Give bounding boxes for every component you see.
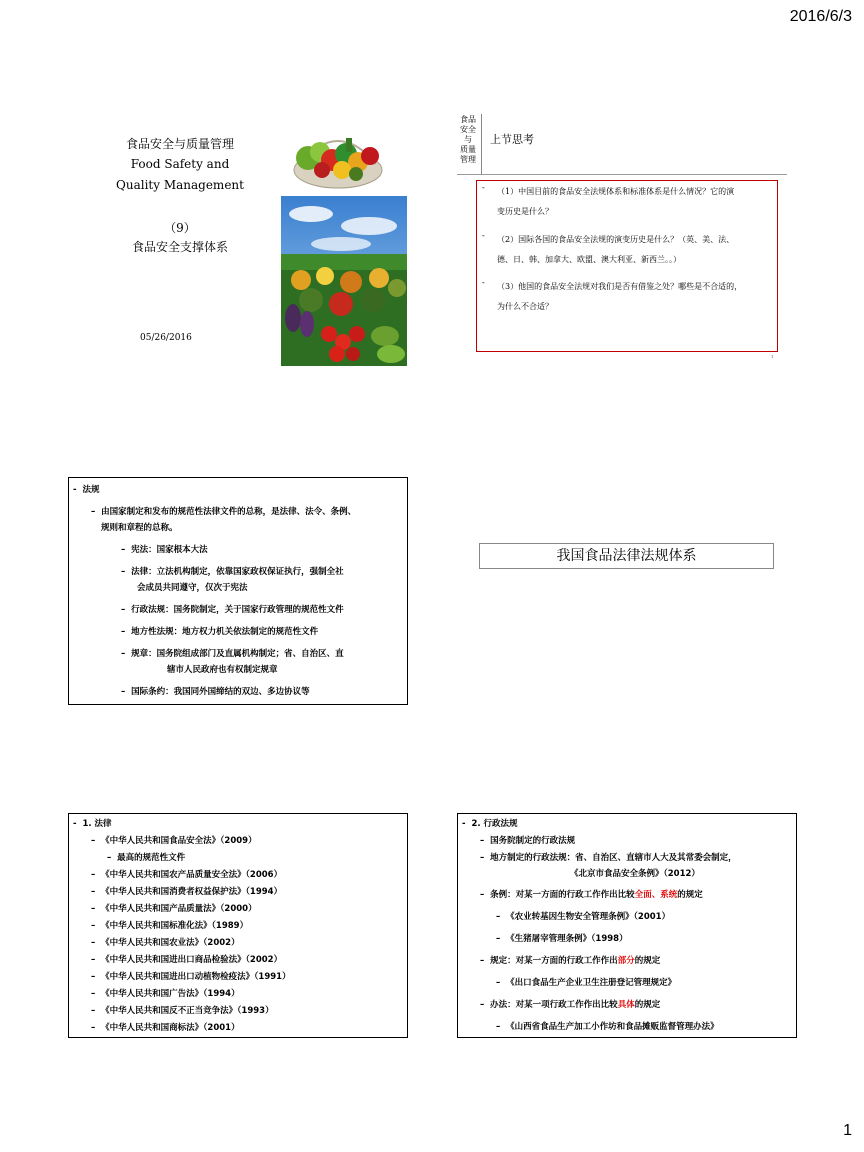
slide2-heading: 上节思考 [490, 133, 534, 146]
list-item: – 《中华人民共和国进出口动植物检疫法》（1991） [91, 972, 291, 982]
list-item: – 《中华人民共和国广告法》（1994） [91, 989, 240, 999]
list-item: – 《中华人民共和国消费者权益保护法》（1994） [91, 887, 283, 897]
list-item-continuation: 《北京市食品安全条例》（2012） [570, 869, 700, 879]
list-item: – 《农业转基因生物安全管理条例》（2001） [496, 912, 671, 922]
list-item: – 《中华人民共和国农业法》（2002） [91, 938, 240, 948]
list-item: – 条例：对某一方面的行政工作作出比较全面、系统的规定 [480, 890, 703, 900]
document-date: 2016/6/3 [789, 8, 852, 25]
divider [457, 174, 787, 175]
slide1-date: 05/26/2016 [140, 333, 192, 343]
questions-box [476, 180, 778, 352]
question-1-line2: 变历史是什么？ [497, 207, 553, 216]
list-item: – 办法：对某一项行政工作作出比较具体的规定 [480, 1000, 661, 1010]
slide1-title-cn: 食品安全与质量管理 [125, 137, 234, 151]
question-1-line1: （1）中国目前的食品安全法规体系和标准体系是什么情况？它的演 [497, 187, 735, 196]
list-item: – 《中华人民共和国商标法》（2001） [91, 1023, 240, 1033]
list-item: – 规定：对某一方面的行政工作作出部分的规定 [480, 956, 661, 966]
bullet: - [482, 183, 485, 192]
slide2-side-label: 食品 安全 与 质量 管理 [460, 115, 476, 164]
slide1-number: （9） [164, 221, 196, 235]
list-item: - 法规 [73, 485, 100, 495]
slide-5 [68, 813, 408, 1038]
list-item: – 《中华人民共和国反不正当竞争法》（1993） [91, 1006, 274, 1016]
list-item: – 《生猪屠宰管理条例》（1998） [496, 934, 628, 944]
vegetable-field-image [281, 196, 407, 366]
slide1-subtitle: 食品安全支撑体系 [131, 240, 228, 254]
list-item: – 《中华人民共和国食品安全法》（2009） [91, 836, 257, 846]
list-item: – 行政法规：国务院制定，关于国家行政管理的规范性文件 [121, 605, 344, 615]
emphasis-text: 具体 [617, 1000, 635, 1010]
emphasis-text: 全面、系统 [634, 890, 678, 900]
list-item: – 《山西省食品生产加工小作坊和食品摊贩监督管理办法》 [496, 1022, 719, 1032]
page-number: 1 [843, 1122, 852, 1139]
list-item: – 法律：立法机构制定，依靠国家政权保证执行，强制全社 [121, 567, 344, 577]
list-item: – 《中华人民共和国标准化法》（1989） [91, 921, 249, 931]
list-item: - 1. 法律 [73, 819, 112, 829]
list-item: – 《出口食品生产企业卫生注册登记管理规定》 [496, 978, 677, 988]
list-item: – 地方性法规：地方权力机关依法制定的规范性文件 [121, 627, 319, 637]
slide1-title-en-line2: Quality Management [116, 178, 244, 192]
list-item: – 《中华人民共和国进出口商品检验法》（2002） [91, 955, 283, 965]
list-item: - 2. 行政法规 [462, 819, 518, 829]
list-item: – 最高的规范性文件 [107, 853, 186, 863]
list-item: – 国务院制定的行政法规 [480, 836, 576, 846]
question-3-line1: （3）他国的食品安全法规对我们是否有借鉴之处？哪些是不合适的， [497, 282, 743, 291]
list-item-continuation: 规则和章程的总称。 [101, 523, 178, 533]
list-item-continuation: 会成员共同遵守，仅次于宪法 [137, 583, 248, 593]
list-item-continuation: 辖市人民政府也有权制定规章 [167, 665, 278, 675]
list-item: – 规章：国务院组成部门及直属机构制定；省、自治区、直 [121, 649, 344, 659]
question-2-line1: （2）国际各国的食品安全法规的演变历史是什么？（英、美、法、 [497, 235, 735, 244]
list-item: – 地方制定的行政法规：省、自治区、直辖市人大及其常委会制定， [480, 853, 737, 863]
emphasis-text: 部分 [617, 956, 635, 966]
slide-3 [68, 477, 408, 705]
list-item: – 由国家制定和发布的规范性法律文件的总称，是法律、法令、条例、 [91, 507, 357, 517]
list-item: – 《中华人民共和国农产品质量安全法》（2006） [91, 870, 283, 880]
question-3-line2: 为什么不合适？ [497, 302, 553, 311]
slide-6 [457, 813, 797, 1038]
slide2-page-mark: 1 [771, 354, 774, 359]
bullet: - [482, 278, 485, 287]
list-item: – 国际条约：我国同外国缔结的双边、多边协议等 [121, 687, 310, 697]
list-item: – 《中华人民共和国产品质量法》（2000） [91, 904, 257, 914]
vegetable-basket-image [286, 124, 390, 192]
divider [481, 114, 482, 174]
bullet: - [482, 231, 485, 240]
slide-4-title: 我国食品法律法规体系 [479, 543, 774, 569]
slide1-title-en-line1: Food Safety and [130, 157, 230, 171]
question-2-line2: 德、日、韩、加拿大、欧盟、澳大利亚、新西兰。。） [497, 255, 681, 264]
list-item: – 宪法：国家根本大法 [121, 545, 208, 555]
